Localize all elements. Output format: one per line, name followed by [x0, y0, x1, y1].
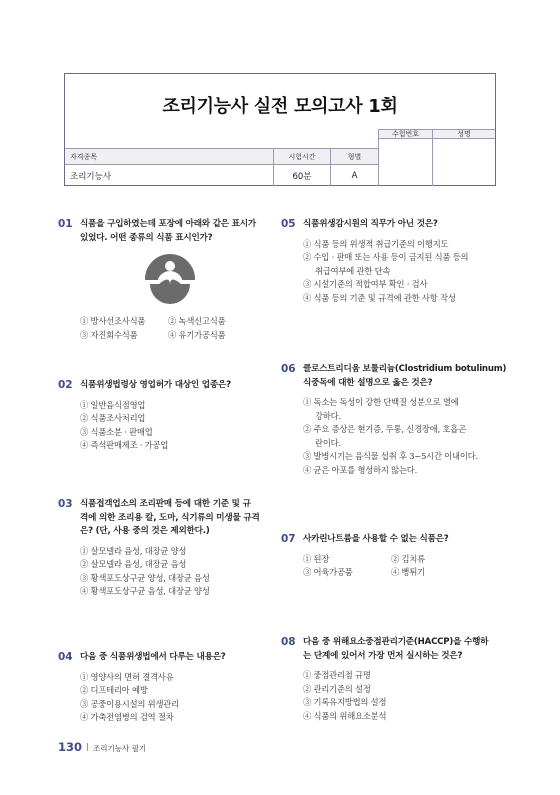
question-number: 06: [281, 363, 296, 375]
option-2[interactable]: ② 디프테리아 예방: [80, 685, 148, 696]
options: [80, 671, 288, 725]
name-header: 성명: [432, 129, 495, 139]
question-03: [58, 498, 288, 599]
page-footer: [58, 740, 146, 754]
option-1[interactable]: ① 방사선조사식품: [80, 316, 146, 326]
option-4[interactable]: ④ 뻥튀기: [391, 567, 425, 578]
option-3[interactable]: ③ 황색포도상구균 양성, 대장균 음성: [80, 572, 210, 583]
option-2[interactable]: ② 수입 · 판매 또는 사용 등이 금지된 식품 등의 취급여부에 관한 단속: [303, 252, 469, 276]
option-1[interactable]: ① 영양사의 면허 결격사유: [80, 671, 174, 682]
options: [303, 669, 511, 723]
option-4[interactable]: ④ 균은 아포를 형성하지 않는다.: [303, 464, 418, 475]
options: [303, 396, 511, 478]
option-1[interactable]: ① 독소는 독성이 강한 단백질 성분으로 열에 강하다.: [303, 397, 459, 421]
question-06: [281, 363, 511, 478]
options: [303, 553, 511, 580]
option-2[interactable]: ② 녹색신고식품: [168, 316, 226, 326]
question-01: [58, 218, 288, 342]
book-title: 조리기능사 필기: [93, 744, 147, 753]
type-header: 형별: [330, 148, 378, 165]
exam-info-table: [65, 129, 495, 186]
subject-header: 자격종목: [65, 148, 273, 165]
option-4[interactable]: ④ 가축전염병의 검역 절차: [80, 712, 174, 723]
options: [80, 315, 288, 342]
question-07: [281, 533, 511, 580]
option-2[interactable]: ② 주요 증상은 현기증, 두통, 신경장애, 호흡곤 란이다.: [303, 424, 466, 448]
option-1[interactable]: ① 식품 등의 위생적 취급기준의 이행지도: [303, 238, 449, 249]
time-header: 시험시간: [273, 148, 330, 165]
question-04: [58, 651, 288, 725]
option-3[interactable]: ③ 공중이용시설의 위생관리: [80, 698, 179, 709]
options: [303, 238, 511, 306]
option-1[interactable]: ① 일반음식점영업: [80, 399, 146, 410]
option-3[interactable]: ③ 시설기준의 적합여부 확인 · 검사: [303, 279, 428, 290]
footer-divider: [87, 743, 88, 751]
option-2[interactable]: ② 김치류: [391, 553, 425, 564]
question-text: 클로스트리디움 보툴리늄(Clostridium botulinum) 식중독에 대한 설명으로 옳은 것은?: [303, 364, 507, 388]
question-number: 03: [58, 498, 73, 510]
question-number: 04: [58, 651, 73, 663]
option-1[interactable]: ① 된장: [303, 553, 330, 564]
page-number: 130: [58, 740, 83, 754]
option-1[interactable]: ① 중점관리점 규명: [303, 670, 371, 680]
time-value: 60분: [273, 165, 330, 186]
options: [80, 399, 288, 453]
option-3[interactable]: ③ 발병시기는 음식물 섭취 후 3~5시간 이내이다.: [303, 451, 478, 462]
option-3[interactable]: ③ 기록유지방법의 설정: [303, 697, 387, 708]
question-text: 식품을 구입하였는데 포장에 아래와 같은 표시가 있었다. 어떤 종류의 식품 표시인가?: [80, 219, 256, 243]
question-number: 02: [58, 379, 73, 391]
options: [80, 545, 288, 599]
option-3[interactable]: ③ 어육가공품: [303, 567, 353, 578]
option-4[interactable]: ④ 즉석판매제조 · 가공업: [80, 440, 169, 451]
radura-icon: [141, 253, 199, 305]
question-number: 07: [281, 533, 296, 545]
question-text: 다음 중 식품위생법에서 다루는 내용은?: [80, 652, 226, 662]
question-number: 08: [281, 636, 296, 648]
option-4[interactable]: ④ 식품 등의 기준 및 규격에 관한 사항 작성: [303, 292, 456, 303]
name-field[interactable]: [432, 139, 495, 186]
option-2[interactable]: ② 관리기준의 설정: [303, 683, 371, 694]
question-text: 식품위생법령상 영업허가 대상인 업종은?: [80, 380, 231, 390]
exam-header-box: [64, 73, 496, 186]
question-number: 05: [281, 218, 296, 230]
option-3[interactable]: ③ 자진회수식품: [80, 329, 138, 340]
option-3[interactable]: ③ 식품소분 · 판매업: [80, 426, 153, 437]
question-number: 01: [58, 218, 73, 230]
option-4[interactable]: ④ 유기가공식품: [168, 329, 226, 340]
question-05: [281, 218, 511, 305]
exam-title: 조리기능사 실전 모의고사 1회: [162, 96, 398, 117]
option-1[interactable]: ① 살모넬라 음성, 대장균 양성: [80, 545, 187, 556]
option-4[interactable]: ④ 황색포도상구균 음성, 대장균 양성: [80, 586, 210, 597]
exam-number-field[interactable]: [378, 139, 432, 186]
question-text: 사카린나트륨을 사용할 수 없는 식품은?: [303, 534, 449, 544]
subject-value: 조리기능사: [70, 171, 112, 182]
question-08: [281, 636, 511, 723]
question-text: 식품접객업소의 조리판매 등에 대한 기준 및 규 격에 의한 조리용 칼, 도마, 식기류의 미생물 규격 은? (단, 사용 중의 것은 제외한다.): [80, 499, 260, 536]
option-2[interactable]: ② 식품조사처리업: [80, 413, 146, 424]
exam-number-header: 수험번호: [378, 129, 432, 139]
question-02: [58, 379, 288, 453]
option-4[interactable]: ④ 식품의 위해요소분석: [303, 710, 387, 721]
option-2[interactable]: ② 살모넬라 음성, 대장균 음성: [80, 559, 187, 570]
question-text: 식품위생감시원의 직무가 아닌 것은?: [303, 219, 438, 229]
question-text: 다음 중 위해요소중점관리기준(HACCP)을 수행하 는 단계에 있어서 가장 먼저 실시하는 것은?: [303, 637, 489, 661]
type-value: A: [330, 165, 378, 186]
